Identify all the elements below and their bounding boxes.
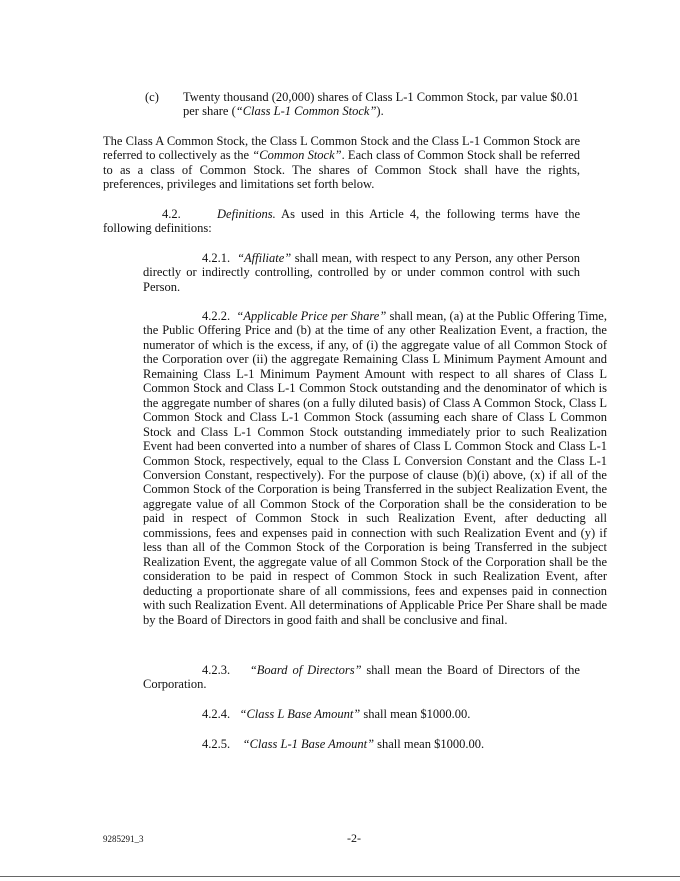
definition-4-2-2: 4.2.2. “Applicable Price per Share” shall mean, (a) at the Public Offering Time, the Public Offering Price and (b) at the time of any other Realization Event, a fraction, the numerator of which is the excess, if any, of (i) the aggregate value of all Common Stock of the Corporation over (ii) the aggregate Remaining Class L Minimum Payment Amount and Remaining Class L-1 Minimum Payment Amount with respect to all shares of Class L Common Stock and Class L-1 Common Stock outstanding and the denominator of which is the aggregate number of shares (on a fully diluted basis) of Class A Common Stock, Class L Common Stock and Class L-1 Common Stock (assuming each share of Class L Common Stock and Class L-1 Common Stock outstanding immediately prior to such Realization Event had been converted into a number of shares of Class L Common Stock and Class L-1 Common Stock, respectively, equal to the Class L Conversion Constant and the Class L-1 Conversion Constant, respectively). For the purpose of clause (b)(i) above, (x) if all of the Common Stock of the Corporation is being Transferred in the subject Realization Event, the aggregate value of all Common Stock of the Corporation shall be the consideration to be paid in respect of Common Stock in such Realization Event, after deducting all commissions, fees and expenses paid in connection with such Realization Event and (y) if less than all of the Common Stock of the Corporation is being Transferred in the subject Realization Event, the aggregate value of all Common Stock of the Corporation shall be the consideration to be paid in respect of Common Stock in such Realization Event, after deducting a proportionate share of all commissions, fees and expenses paid in connection with such Realization Event. All determinations of Applicable Price Per Share shall be made by the Board of Directors in good faith and shall be conclusive and final. — [143, 309, 607, 627]
applicable-price-term: “Applicable Price per Share” — [236, 309, 387, 323]
item-c-line-2: per share (“Class L-1 Common Stock”). — [183, 104, 384, 118]
bottom-edge-rule — [0, 876, 680, 877]
definition-4-2-4: 4.2.4. “Class L Base Amount” shall mean $1000.00. — [202, 707, 471, 721]
class-l-base-amount-term: “Class L Base Amount” — [239, 707, 361, 721]
item-c-term: “Class L-1 Common Stock” — [235, 104, 377, 118]
page-number: -2- — [347, 831, 361, 845]
document-id: 9285291_3 — [103, 834, 144, 844]
section-4-2: 4.2. Definitions. As used in this Article 4, the following terms have the following definitions: — [103, 207, 580, 236]
class-l-1-base-amount-term: “Class L-1 Base Amount” — [242, 737, 375, 751]
definition-4-2-1: 4.2.1. “Affiliate” shall mean, with respect to any Person, any other Person directly or indirectly controlling, controlled by or under common control with such Person. — [143, 251, 580, 294]
item-c-marker: (c) — [145, 90, 159, 104]
intro-paragraph: The Class A Common Stock, the Class L Common Stock and the Class L-1 Common Stock are referred to collectively as the “Common Stock”. Each class of Common Stock shall be referred to as a class of Common Stock. The shares of Common Stock shall have the rights, preferences, privileges and limitations set forth below. — [103, 134, 581, 192]
common-stock-term: “Common Stock” — [252, 148, 342, 163]
item-c-line-1: Twenty thousand (20,000) shares of Class L-1 Common Stock, par value $0.01 — [183, 90, 579, 104]
board-of-directors-term: “Board of Directors” — [249, 663, 362, 677]
affiliate-term: “Affiliate” — [237, 251, 292, 265]
definition-4-2-3: 4.2.3. “Board of Directors” shall mean the Board of Directors of the Corporation. — [143, 663, 580, 692]
definition-4-2-5: 4.2.5. “Class L-1 Base Amount” shall mean $1000.00. — [202, 737, 485, 751]
definitions-title: Definitions. — [217, 207, 276, 221]
